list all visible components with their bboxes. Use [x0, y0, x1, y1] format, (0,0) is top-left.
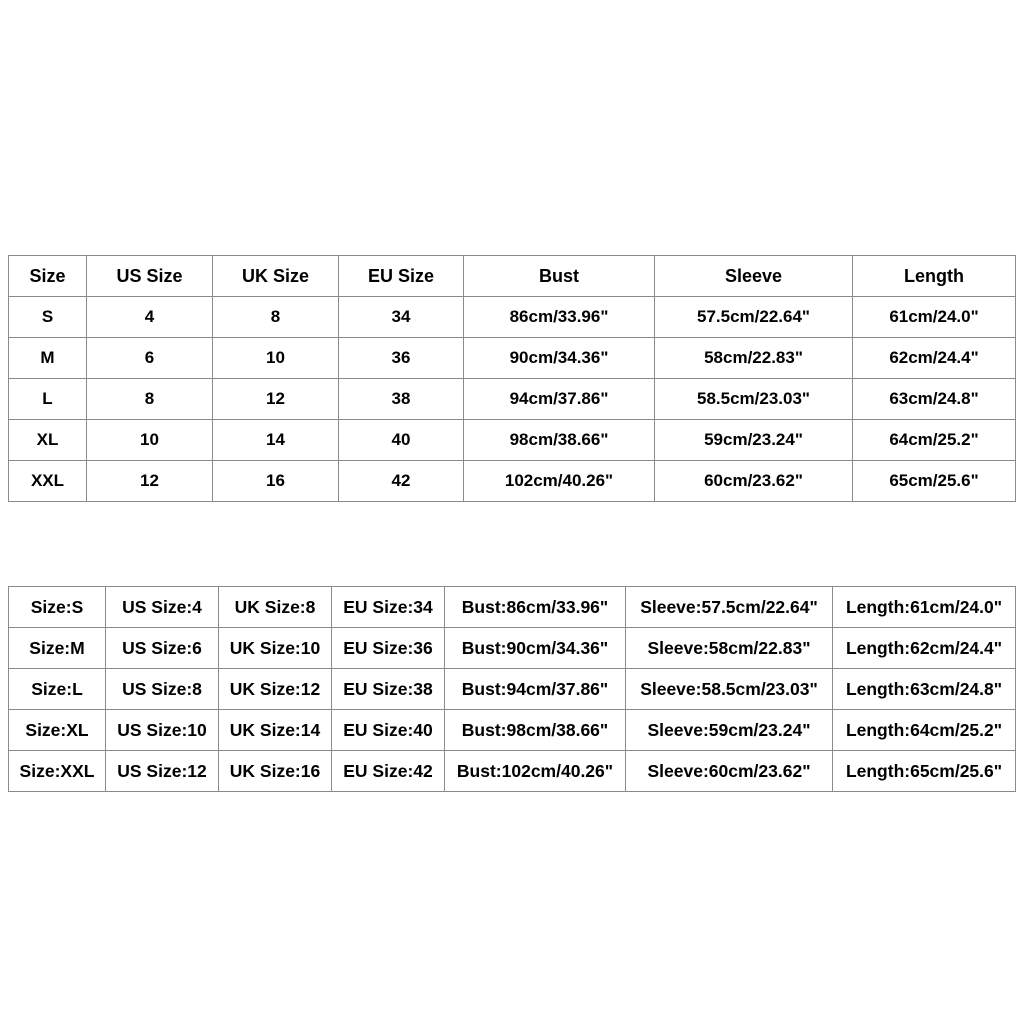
- cell-us-size: 4: [87, 297, 213, 338]
- cell-eu-size: 40: [339, 420, 464, 461]
- cell-us-size: US Size:4: [106, 587, 219, 628]
- cell-eu-size: EU Size:38: [332, 669, 445, 710]
- cell-bust: 90cm/34.36": [464, 338, 655, 379]
- cell-eu-size: EU Size:42: [332, 751, 445, 792]
- table-row: [9, 710, 1016, 751]
- size-chart-labeled-table: [8, 586, 1016, 792]
- cell-sleeve: 58cm/22.83": [655, 338, 853, 379]
- cell-uk-size: UK Size:16: [219, 751, 332, 792]
- table-header-row: [9, 256, 1016, 297]
- cell-bust: Bust:98cm/38.66": [445, 710, 626, 751]
- cell-size: M: [9, 338, 87, 379]
- cell-eu-size: EU Size:34: [332, 587, 445, 628]
- cell-size: XXL: [9, 461, 87, 502]
- cell-size: Size:XXL: [9, 751, 106, 792]
- cell-us-size: US Size:12: [106, 751, 219, 792]
- cell-eu-size: EU Size:40: [332, 710, 445, 751]
- cell-bust: Bust:90cm/34.36": [445, 628, 626, 669]
- cell-length: Length:63cm/24.8": [833, 669, 1016, 710]
- table-row: [9, 338, 1016, 379]
- cell-size: S: [9, 297, 87, 338]
- cell-sleeve: Sleeve:58.5cm/23.03": [626, 669, 833, 710]
- cell-length: 65cm/25.6": [853, 461, 1016, 502]
- table-row: [9, 420, 1016, 461]
- cell-length: Length:62cm/24.4": [833, 628, 1016, 669]
- cell-us-size: 8: [87, 379, 213, 420]
- cell-sleeve: 58.5cm/23.03": [655, 379, 853, 420]
- header-uk-size: UK Size: [213, 256, 339, 297]
- cell-eu-size: 38: [339, 379, 464, 420]
- cell-uk-size: UK Size:8: [219, 587, 332, 628]
- cell-uk-size: 14: [213, 420, 339, 461]
- table-row: [9, 628, 1016, 669]
- size-chart-table: [8, 255, 1016, 502]
- header-eu-size: EU Size: [339, 256, 464, 297]
- cell-size: Size:XL: [9, 710, 106, 751]
- table-row: [9, 461, 1016, 502]
- cell-uk-size: UK Size:12: [219, 669, 332, 710]
- cell-us-size: 12: [87, 461, 213, 502]
- cell-size: L: [9, 379, 87, 420]
- table-row: [9, 587, 1016, 628]
- cell-uk-size: 16: [213, 461, 339, 502]
- cell-eu-size: 42: [339, 461, 464, 502]
- cell-uk-size: UK Size:14: [219, 710, 332, 751]
- cell-uk-size: 10: [213, 338, 339, 379]
- table-row: [9, 751, 1016, 792]
- cell-uk-size: 8: [213, 297, 339, 338]
- cell-uk-size: UK Size:10: [219, 628, 332, 669]
- table-row: [9, 297, 1016, 338]
- header-length: Length: [853, 256, 1016, 297]
- cell-bust: 102cm/40.26": [464, 461, 655, 502]
- cell-sleeve: 59cm/23.24": [655, 420, 853, 461]
- cell-length: Length:65cm/25.6": [833, 751, 1016, 792]
- cell-eu-size: EU Size:36: [332, 628, 445, 669]
- cell-size: Size:L: [9, 669, 106, 710]
- cell-length: 61cm/24.0": [853, 297, 1016, 338]
- cell-sleeve: Sleeve:60cm/23.62": [626, 751, 833, 792]
- cell-length: 64cm/25.2": [853, 420, 1016, 461]
- cell-bust: 94cm/37.86": [464, 379, 655, 420]
- cell-size: Size:S: [9, 587, 106, 628]
- header-sleeve: Sleeve: [655, 256, 853, 297]
- cell-us-size: US Size:8: [106, 669, 219, 710]
- cell-length: 62cm/24.4": [853, 338, 1016, 379]
- cell-us-size: US Size:6: [106, 628, 219, 669]
- cell-eu-size: 34: [339, 297, 464, 338]
- cell-bust: Bust:94cm/37.86": [445, 669, 626, 710]
- cell-length: Length:61cm/24.0": [833, 587, 1016, 628]
- header-bust: Bust: [464, 256, 655, 297]
- header-us-size: US Size: [87, 256, 213, 297]
- cell-bust: Bust:86cm/33.96": [445, 587, 626, 628]
- cell-bust: 98cm/38.66": [464, 420, 655, 461]
- cell-sleeve: Sleeve:57.5cm/22.64": [626, 587, 833, 628]
- cell-size: Size:M: [9, 628, 106, 669]
- cell-uk-size: 12: [213, 379, 339, 420]
- cell-length: 63cm/24.8": [853, 379, 1016, 420]
- table-row: [9, 379, 1016, 420]
- cell-sleeve: 60cm/23.62": [655, 461, 853, 502]
- cell-eu-size: 36: [339, 338, 464, 379]
- cell-sleeve: 57.5cm/22.64": [655, 297, 853, 338]
- cell-bust: Bust:102cm/40.26": [445, 751, 626, 792]
- cell-size: XL: [9, 420, 87, 461]
- cell-sleeve: Sleeve:58cm/22.83": [626, 628, 833, 669]
- cell-sleeve: Sleeve:59cm/23.24": [626, 710, 833, 751]
- cell-us-size: 10: [87, 420, 213, 461]
- cell-length: Length:64cm/25.2": [833, 710, 1016, 751]
- cell-us-size: US Size:10: [106, 710, 219, 751]
- header-size: Size: [9, 256, 87, 297]
- cell-us-size: 6: [87, 338, 213, 379]
- table-row: [9, 669, 1016, 710]
- cell-bust: 86cm/33.96": [464, 297, 655, 338]
